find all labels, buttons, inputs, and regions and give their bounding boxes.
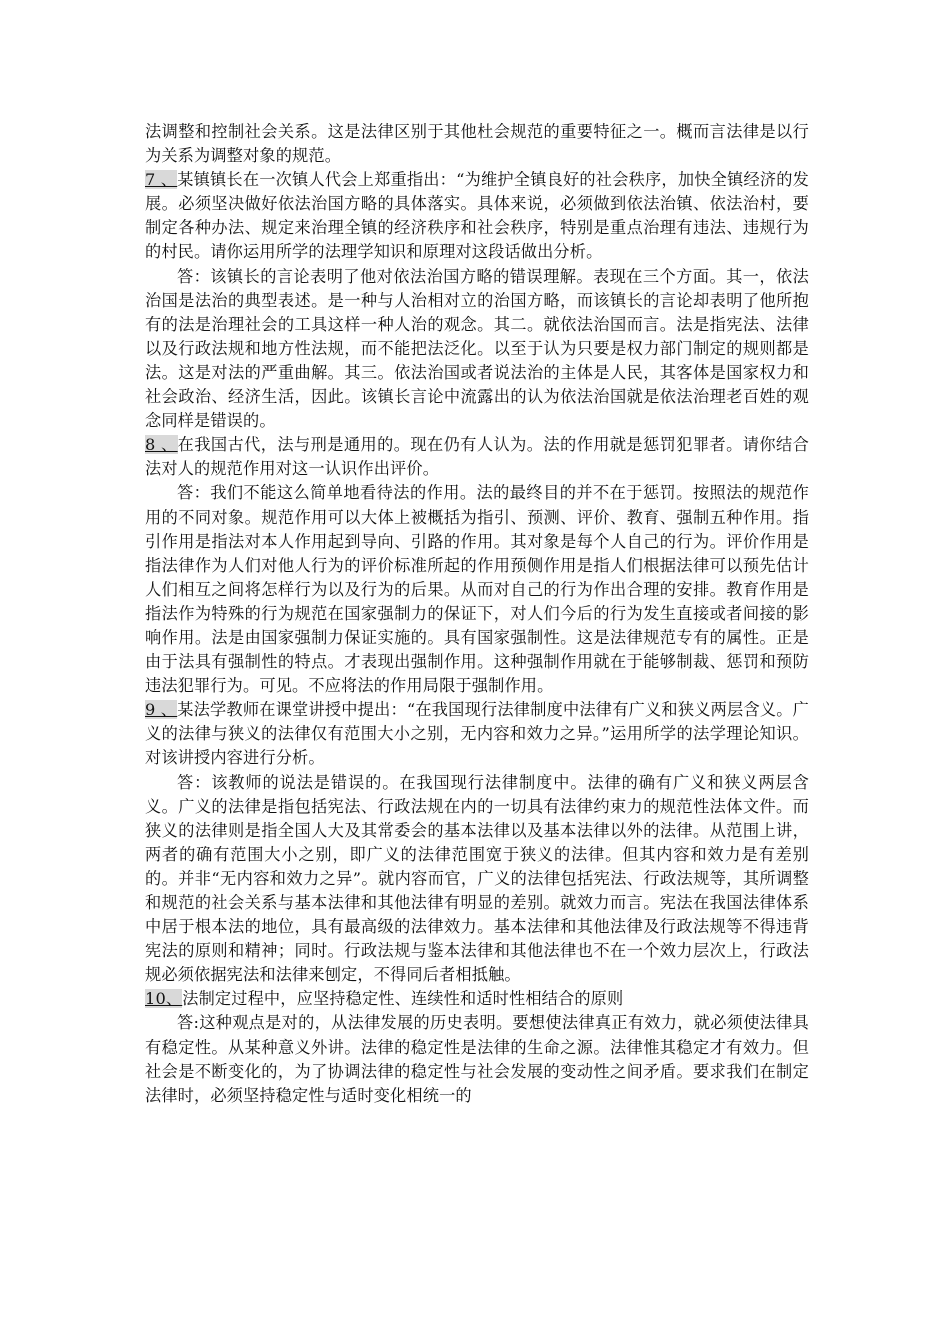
paragraph-text: 法调整和控制社会关系。这是法律区别于其他杜会规范的重要特征之一。概而言法律是以行为关系为调整对象的规范。: [145, 122, 809, 166]
question-text: 法制定过程中，应坚持稳定性、连续性和适时性相结合的原则: [182, 989, 624, 1009]
question-text: 某镇镇长在一次镇人代会上郑重指出：“为维护全镇良好的社会秩序，加快全镇经济的发展。必须坚决做好依法治国方略的具体落实。具体来说，必须做到依法治镇、依法治村，要制定各种办法、规定来治理全镇的经济秩序和社会秩序，特别是重点治理有违法、违规行为的村民。请你运用所学的法理学知识和原理对这段话做出分析。: [145, 170, 809, 262]
document-page: [145, 120, 809, 1108]
question-10: [145, 987, 809, 1011]
answer-text: 答：该镇长的言论表明了他对依法治国方略的错误理解。表现在三个方面。其一，依法治国是法治的典型表述。是一种与人治相对立的治国方略，而该镇长的言论却表明了他所抱有的法是治理社会的工具这样一种人治的观念。其二。就依法治国而言。法是指宪法、法律以及行政法规和地方性法规，而不能把法泛化。以至于认为只要是权力部门制定的规则都是法。这是对法的严重曲解。其三。依法治国或者说法治的主体是人民，其客体是国家权力和社会政治、经济生活，因此。该镇长言论中流露出的认为依法治国就是依法治理老百姓的观念同样是错误的。: [145, 266, 809, 431]
question-number: 9 、: [145, 700, 178, 720]
question-number: 7 、: [145, 170, 178, 190]
answer-text: 答:这种观点是对的，从法律发展的历史表明。要想使法律真正有效力，就必须使法律具有稳定性。从某种意义外讲。法律的稳定性是法律的生命之源。法律惟其稳定才有效力。但社会是不断变化的，为了协调法律的稳定性与社会发展的变动性之间矛盾。要求我们在制定法律时，必须坚持稳定性与适时变化相统一的: [145, 1013, 809, 1105]
answer-9: [145, 771, 809, 988]
paragraph-continuation: [145, 120, 809, 168]
answer-text: 答：该教师的说法是错误的。在我国现行法律制度中。法律的确有广义和狭义两层含义。广义的法律是指包括宪法、行政法规在内的一切具有法律约束力的规范性法体文件。而狭义的法律则是指全国人大及其常委会的基本法律以及基本法律以外的法律。从范围上讲，两者的确有范围大小之别，即广义的法律范围宽于狭义的法律。但其内容和效力是有差别的。并非“无内容和效力之异”。就内容而官，广义的法律包括宪法、行政法规等，其所调整和规范的社会关系与基本法律和其他法律有明显的差别。就效力而言。宪法在我国法律体系中居于根本法的地位，具有最高级的法律效力。基本法律和其他法律及行政法规等不得违背宪法的原则和精神；同时。行政法规与鉴本法律和其他法律也不在一个效力层次上，行政法规必须依据宪法和法律来刨定，不得同后者相抵触。: [145, 772, 809, 985]
question-7: [145, 168, 809, 264]
answer-text: 答：我们不能这么简单地看待法的作用。法的最终目的并不在于惩罚。按照法的规范作用的不同对象。规范作用可以大体上被概括为指引、预测、评价、教育、强制五种作用。指引作用是指法对本人作用起到导向、引路的作用。其对象是每个人自己的行为。评价作用是指法律作为人们对他人行为的评价标准所起的作用预侧作用是指人们根据法律可以预先估计人们相互之间将怎样行为以及行为的后果。从而对自己的行为作出合理的安排。教育作用是指法作为特殊的行为规范在国家强制力的保证下，对人们今后的行为发生直接或者间接的影响作用。法是由国家强制力保证实施的。具有国家强制性。这是法律规范专有的属性。正是由于法具有强制性的特点。才表现出强制作用。这种强制作用就在于能够制裁、惩罚和预防违法犯罪行为。可见。不应将法的作用局限于强制作用。: [145, 483, 809, 696]
question-number: 10、: [145, 989, 183, 1009]
answer-10: [145, 1011, 809, 1107]
question-text: 某法学教师在课堂讲授中提出：“在我国现行法律制度中法律有广义和狭义两层含义。广义的法律与狭义的法律仅有范围大小之别，无内容和效力之异。”运用所学的法学理论知识。对该讲授内容进行分析。: [145, 700, 809, 768]
question-8: [145, 433, 809, 481]
answer-8: [145, 481, 809, 698]
answer-7: [145, 265, 809, 434]
question-9: [145, 698, 809, 770]
question-text: 在我国古代，法与刑是通用的。现在仍有人认为。法的作用就是惩罚犯罪者。请你结合法对人的规范作用对这一认识作出评价。: [145, 435, 809, 479]
question-number: 8 、: [145, 435, 178, 455]
